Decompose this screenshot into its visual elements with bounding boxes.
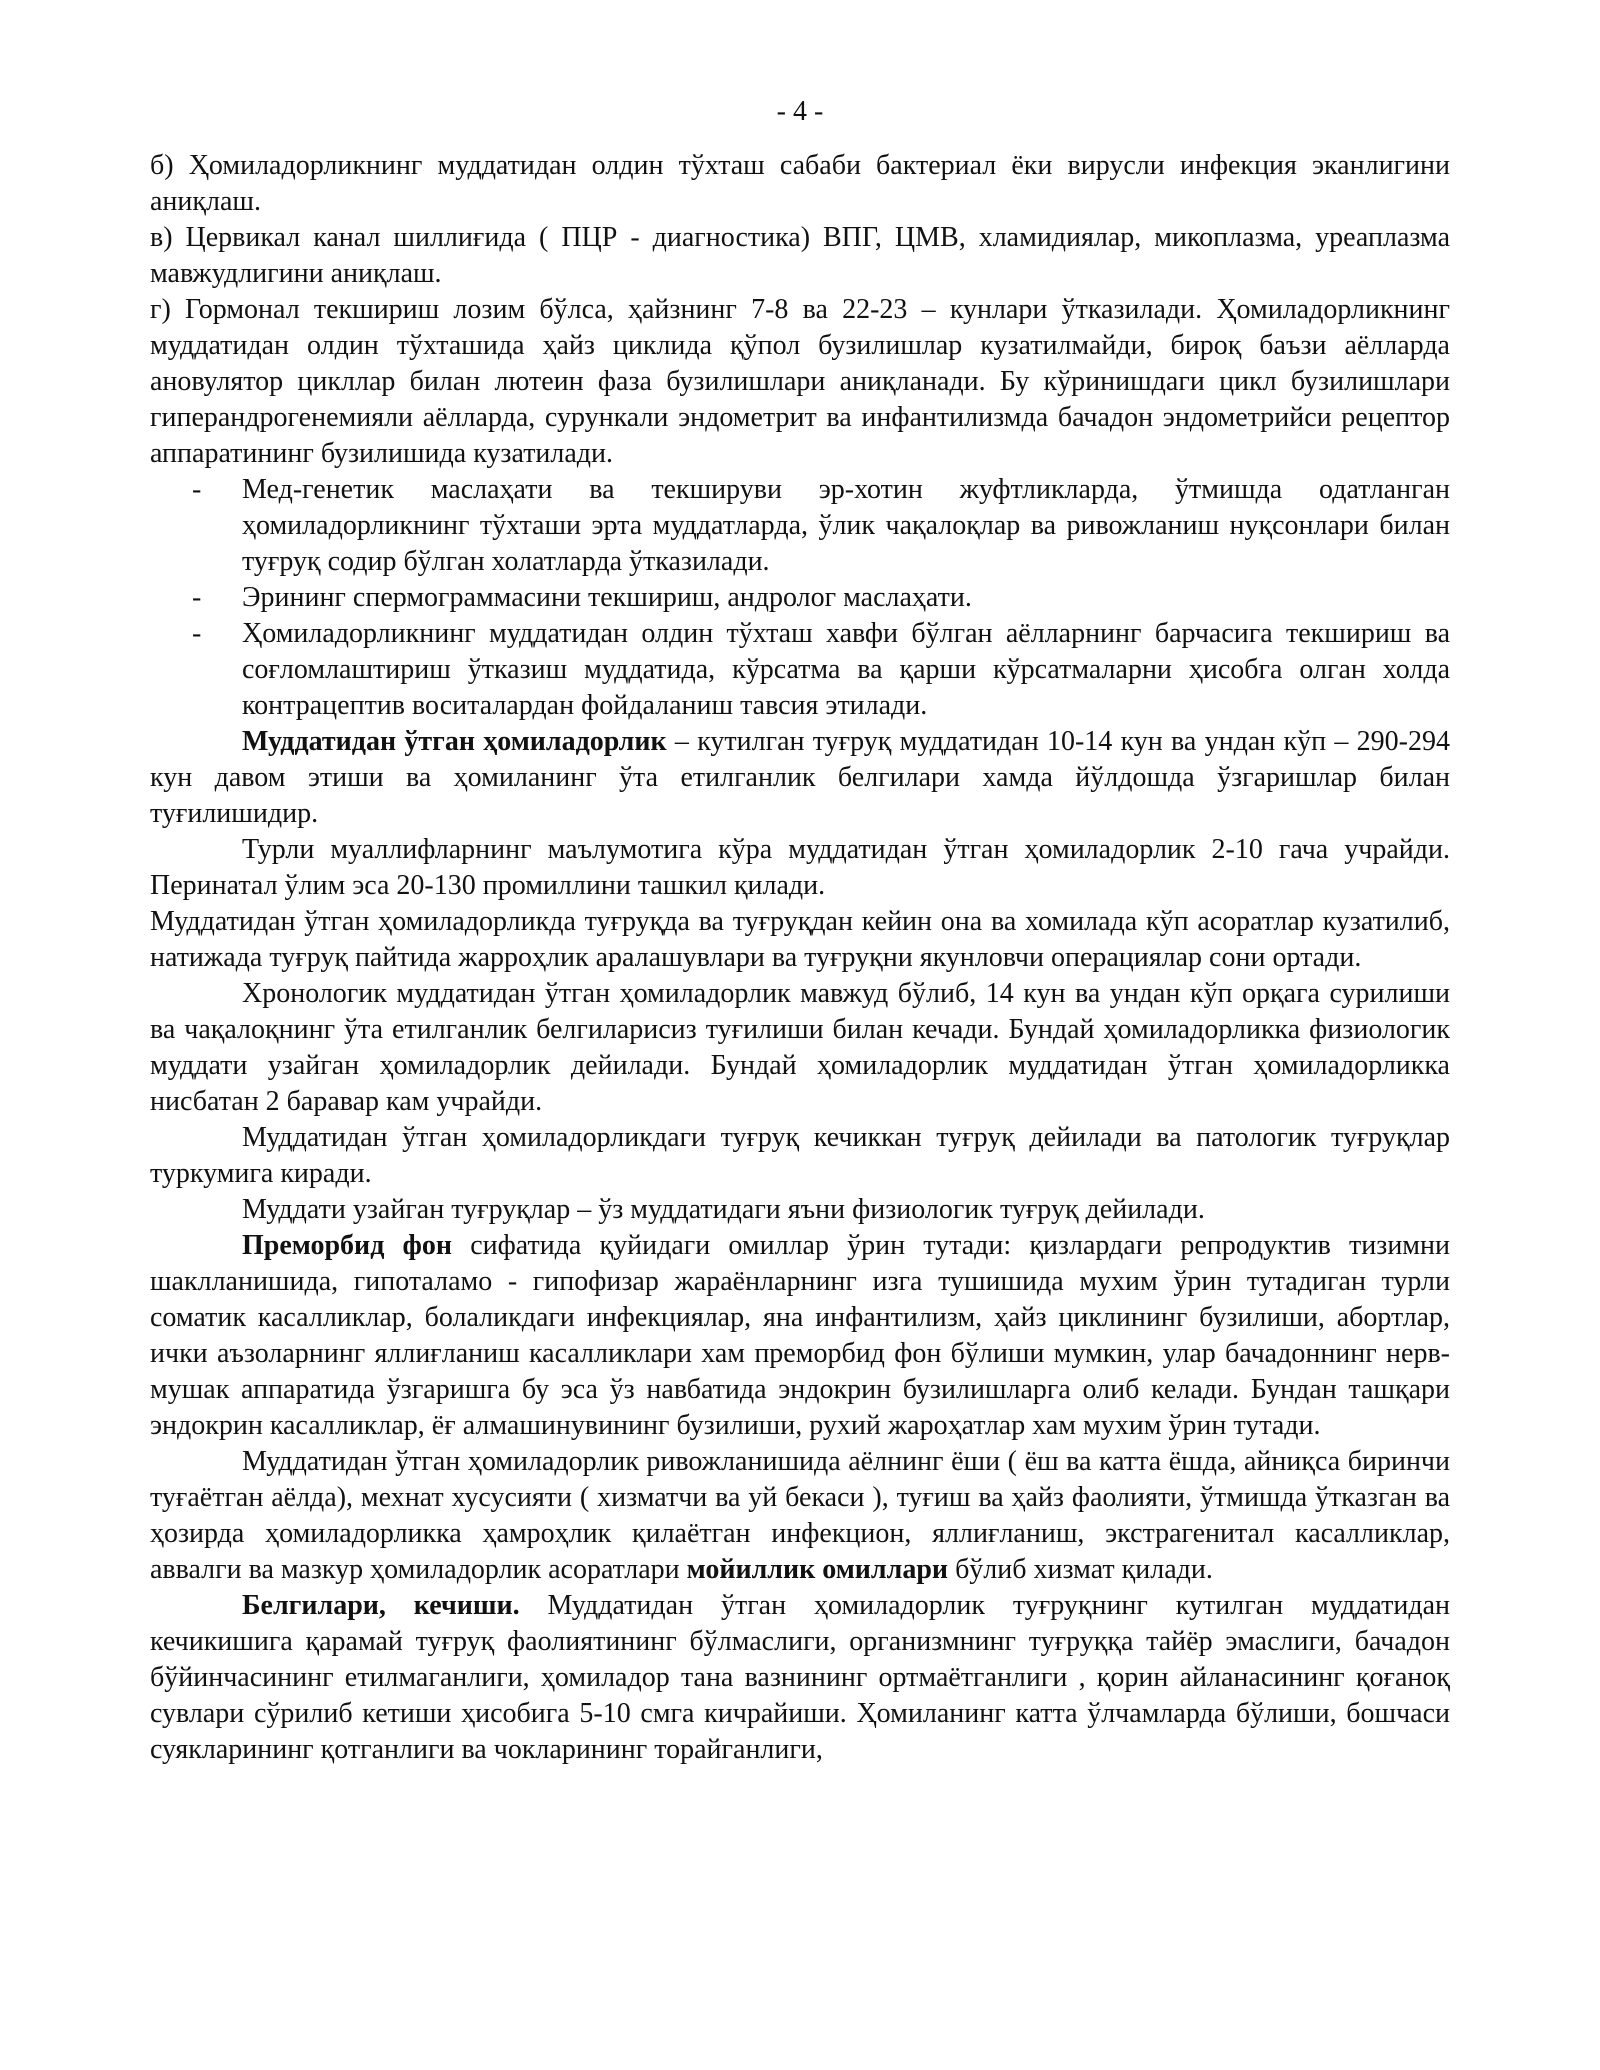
paragraph-v: в) Цервикал канал шиллиғида ( ПЦР - диагностика) ВПГ, ЦМВ, хламидиялар, микоплазма, уреаплазма мавжудлигини аниқлаш. (150, 222, 1450, 289)
risk-tail: бўлиб хизмат қилади. (948, 1554, 1213, 1585)
list-item-text: Эрининг спермограммасини текшириш, андролог маслаҳати. (242, 582, 972, 613)
premorbid-text: сифатида қуйидаги омиллар ўрин тутади: қизлардаги репродуктив тизимни шаклланишида, гипоталамо - гипофизар жараёнларнинг изга тушишида мухим ўрин тутадиган турли соматик касалликлар, болаликдаги инфекциялар, яна инфантилизм, ҳайз циклининг бузилиши, абортлар, ички аъзоларнинг яллиғланиш касалликлари хам преморбид фон бўлиши мумкин, улар бачадоннинг нерв-мушак аппаратида ўзгаришга бу эса ўз навбатида эндокрин бузилишларга олиб келади. Бундан ташқари эндокрин касалликлар, ёғ алмашинувининг бузилиши, рухий жароҳатлар хам мухим ўрин тутади. (150, 1230, 1450, 1441)
paragraph-g: г) Гормонал текшириш лозим бўлса, ҳайзнинг 7-8 ва 22-23 – кунлари ўтказилади. Ҳомиладорликнинг муддатидан олдин тўхташида ҳайз циклида қўпол бузилишлар кузатилмайди, бироқ баъзи аёлларда ановулятор цикллар билан лютеин фаза бузилишлари аниқланади. Бу кўринишдаги цикл бузилишлари гиперандрогенемияли аёлларда, сурункали эндометрит ва инфантилизмда бачадон эндометрийси рецептор аппаратининг бузилишида кузатилади. (150, 294, 1450, 469)
risk-text: Муддатидан ўтган ҳомиладорлик ривожланишида аёлнинг ёши ( ёш ва катта ёшда, айниқса биринчи туғаётган аёлда), мехнат хусусияти ( хизматчи ва уй бекаси ), туғиш ва ҳайз фаолияти, ўтмишда ўтказган ва ҳозирда ҳомиладорликка ҳамроҳлик қилаётган инфекцион, яллиғланиш, экстрагенитал касалликлар, аввалги ва мазкур ҳомиладорлик асоратлари (150, 1446, 1450, 1585)
list-item (150, 616, 1450, 724)
list-dash: - (192, 618, 202, 649)
list-dash: - (192, 474, 202, 505)
paragraph-complications: Муддатидан ўтган ҳомиладорликда туғруқда ва туғруқдан кейин она ва хомилада кўп асоратлар кузатилиб, натижада туғруқ пайтида жарроҳлик аралашувлари ва туғруқни якунловчи операциялар сони ортади. (150, 906, 1450, 973)
list-item (150, 580, 1450, 616)
paragraph-late-labor: Муддатидан ўтган ҳомиладорликдаги туғруқ кечиккан туғруқ дейилади ва патологик туғруқлар туркумига киради. (150, 1122, 1450, 1189)
premorbid-term: Преморбид фон (242, 1230, 453, 1261)
definition-paragraph (150, 724, 1450, 832)
risk-term: мойиллик омиллари (686, 1554, 949, 1585)
signs-text: Муддатидан ўтган ҳомиладорлик туғруқнинг кутилган муддатидан кечикишига қарамай туғруқ фаолиятининг бўлмаслиги, организмнинг туғруққа тайёр эмаслиги, бачадон бўйинчасининг етилмаганлиги, ҳомиладор тана вазнининг ортмаётганлиги , қорин айланасининг қоғаноқ сувлари сўрилиб кетиши ҳисобига 5-10 смга кичрайиши. Ҳомиланинг катта ўлчамларда бўлиши, бошчаси суякларининг қотганлиги ва чокларининг торайганлиги, (150, 1590, 1451, 1765)
list-item (150, 472, 1450, 580)
list-item-text: Ҳомиладорликнинг муддатидан олдин тўхташ хавфи бўлган аёлларнинг барчасига текшириш ва соғломлаштириш ўтказиш муддатида, кўрсатма ва қарши кўрсатмаларни ҳисобга олган холда контрацептив воситалардан фойдаланиш тавсия этилади. (242, 618, 1450, 721)
signs-term: Белгилари, кечиши. (242, 1590, 520, 1621)
paragraph-chronologic: Хронологик муддатидан ўтган ҳомиладорлик мавжуд бўлиб, 14 кун ва ундан кўп орқага сурилиши ва чақалоқнинг ўта етилганлик белгиларисиз туғилиши билан кечади. Бундай ҳомиладорликка физиологик муддати узайган ҳомиладорлик дейилади. Бундай ҳомиладорлик муддатидан ўтган ҳомиладорликка нисбатан 2 баравар кам учрайди. (150, 978, 1450, 1117)
paragraph-b: б) Ҳомиладорликнинг муддатидан олдин тўхташ сабаби бактериал ёки вирусли инфекция эканлигини аниқлаш. (150, 150, 1450, 217)
definition-text: – кутилган туғруқ муддатидан 10-14 кун ва ундан кўп – 290-294 кун давом этиши ва ҳомиланинг ўта етилганлик белгилари хамда йўлдошда ўзгаришлар билан туғилишидир. (150, 726, 1450, 829)
paragraph-authors: Турли муаллифларнинг маълумотига кўра муддатидан ўтган ҳомиладорлик 2-10 гача учрайди. Перинатал ўлим эса 20-130 промиллини ташкил қилади. (150, 834, 1450, 901)
paragraph-prolonged: Муддати узайган туғруқлар – ўз муддатидаги яъни физиологик туғруқ дейилади. (242, 1194, 1205, 1225)
signs-paragraph (150, 1588, 1450, 1768)
document-body (150, 148, 1450, 1768)
page-number: - 4 - (776, 96, 824, 127)
definition-term: Муддатидан ўтган ҳомиладорлик (242, 726, 667, 757)
list-dash: - (192, 582, 202, 613)
list-item-text: Мед-генетик маслаҳати ва текшируви эр-хотин жуфтликларда, ўтмишда одатланган ҳомиладорликнинг тўхташи эрта муддатларда, ўлик чақалоқлар ва ривожланиш нуқсонлари билан туғруқ содир бўлган холатларда ўтказилади. (242, 474, 1450, 577)
premorbid-paragraph (150, 1228, 1450, 1444)
risk-paragraph (150, 1444, 1450, 1588)
